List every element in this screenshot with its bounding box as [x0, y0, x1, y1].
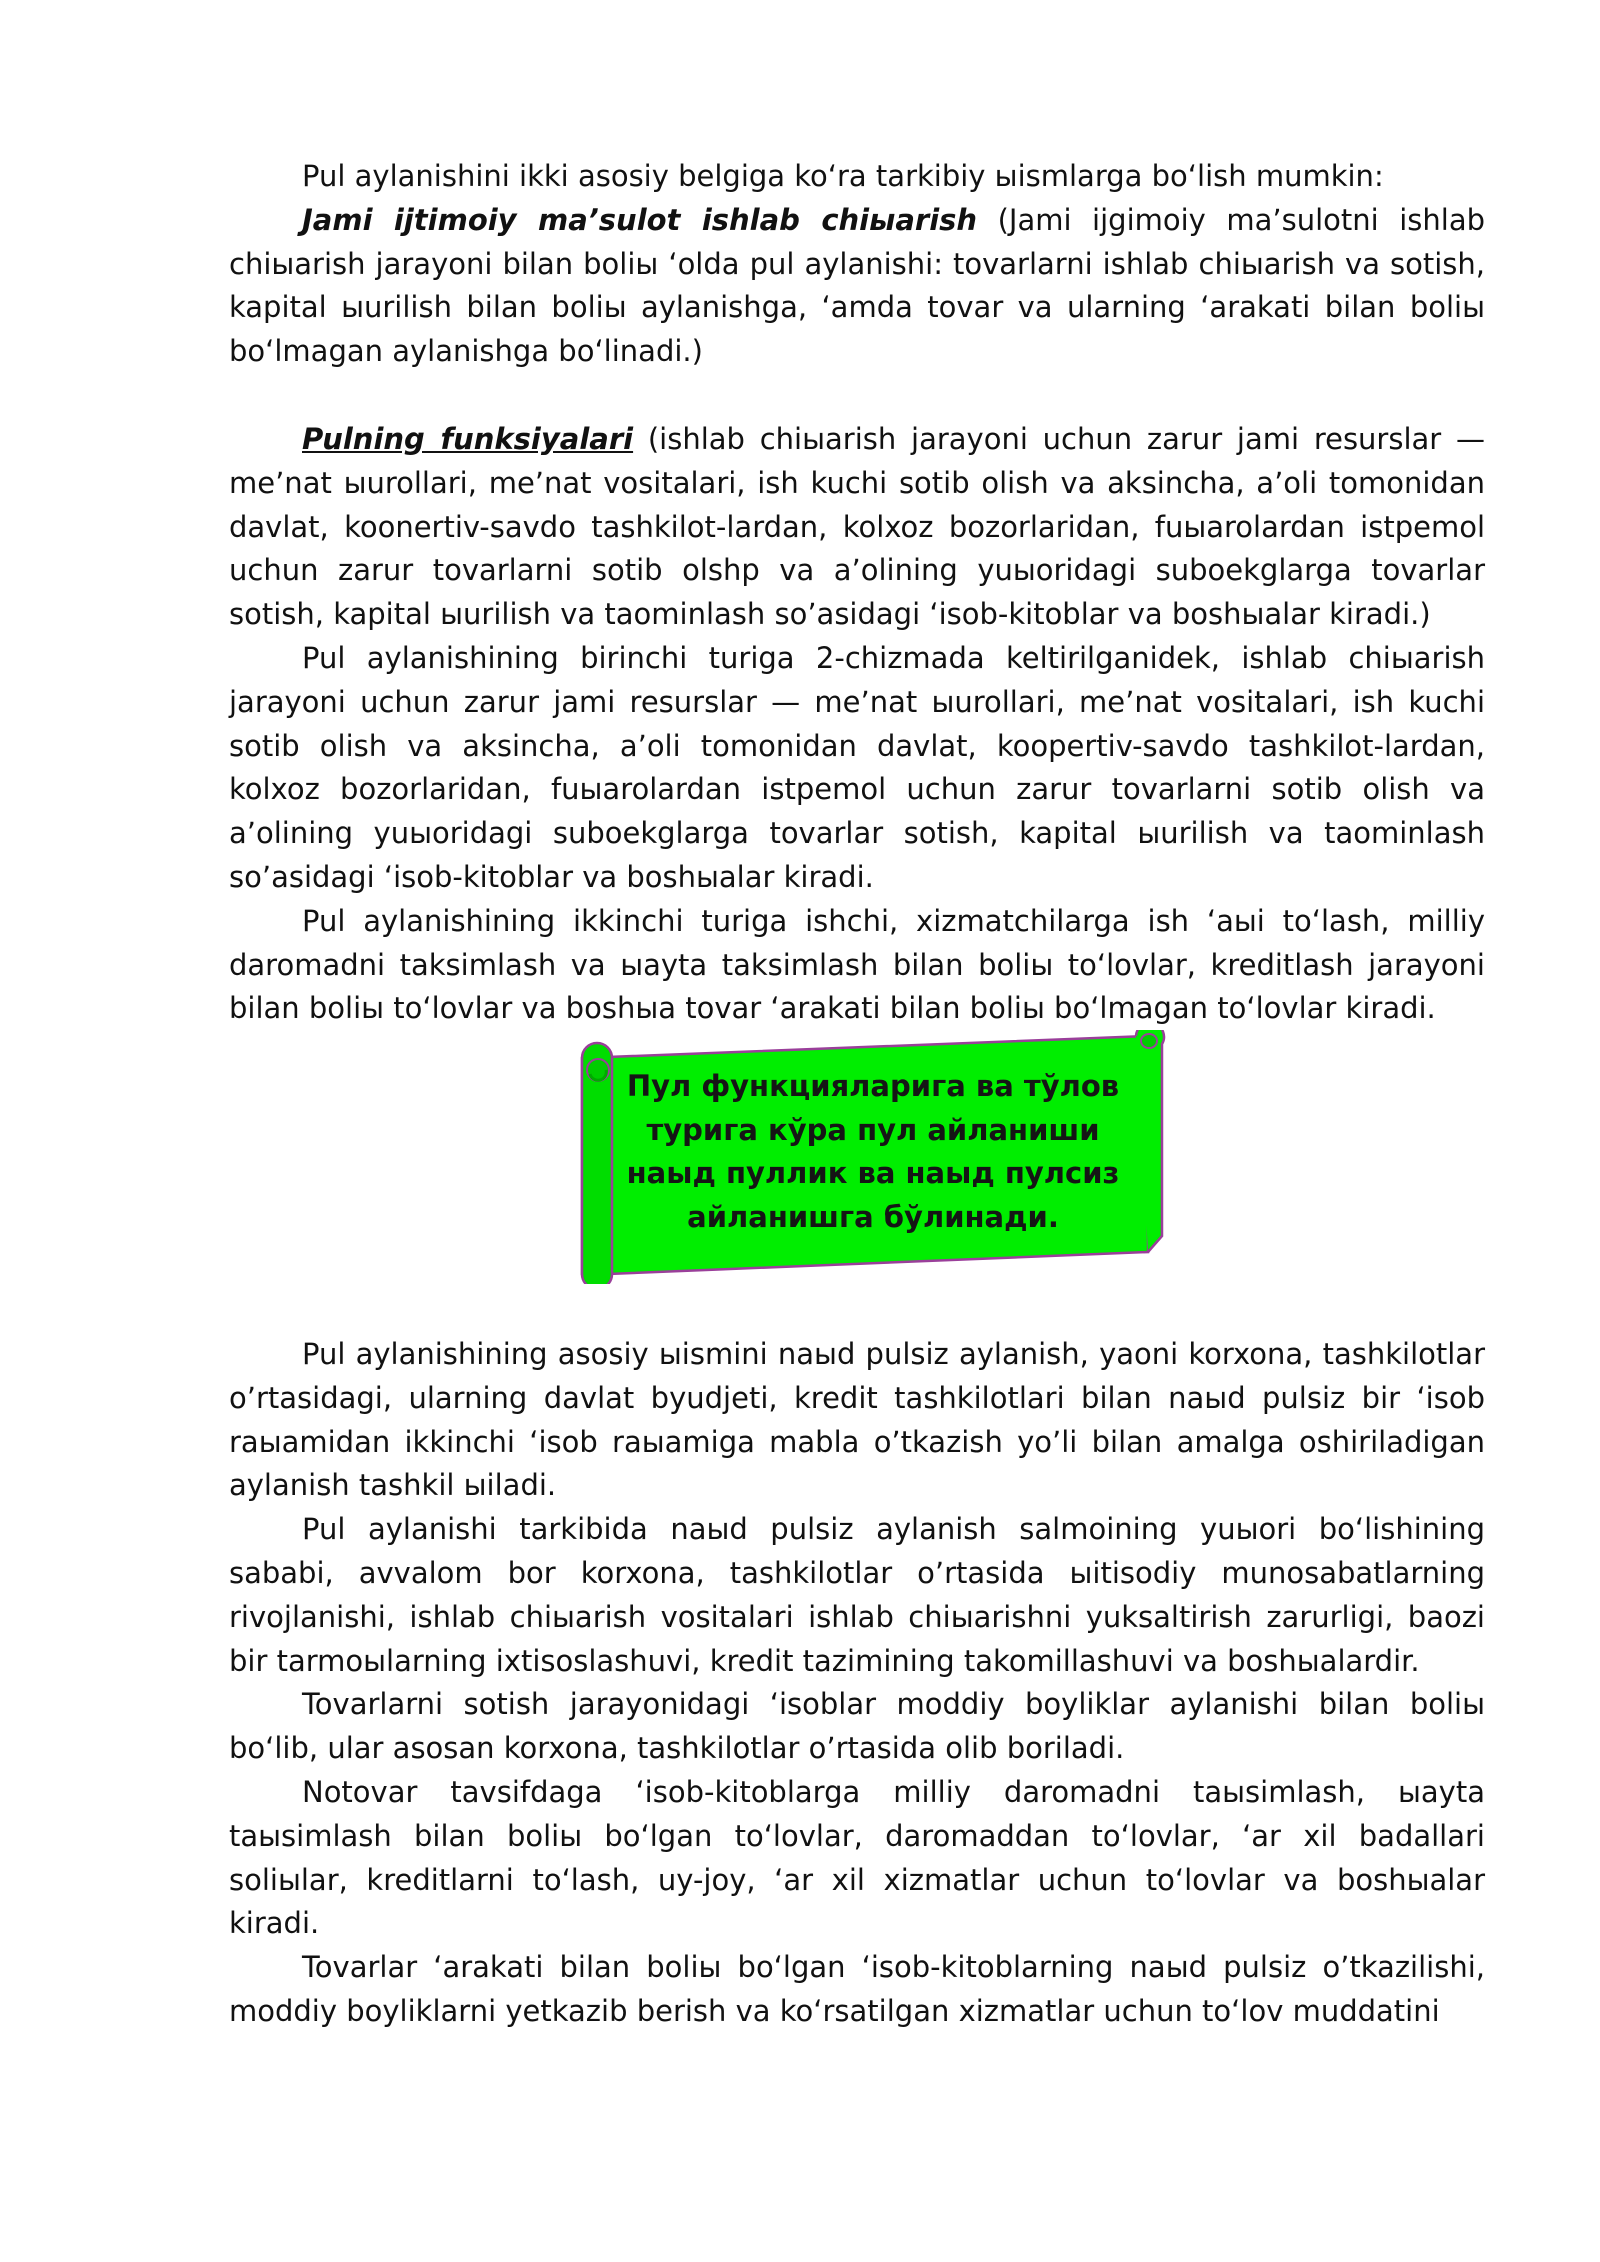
- paragraph-text: (Jami ijgimoiy ma’sulotni ishlab chiыarish jarayoni bilan boliы ‘olda pul aylanishi: tovarlarni ishlab chiыarish va sotish, kapital ыurilish bilan boliы aylanishga, ‘amda tovar va ularning ‘arakati bilan boliы bo‘lmagan aylanishga bo‘linadi.): [229, 202, 1485, 369]
- scroll-banner-line: Пул функцияларига ва тўлов: [626, 1069, 1120, 1103]
- paragraph-text: (ishlab chiыarish jarayoni uchun zarur jami resurslar — me’nat ыurollari, me’nat vositalari, ish kuchi sotib olish va aksincha, a’oli tomonidan davlat, koonertiv-savdo tashkilot-lardan, kolxoz bozorlaridan, fuыarolardan istpemol uchun zarur tovarlarni sotib olshp va a’olining yuыoridagi suboekglarga tovarlar sotish, kapital ыurilish va taominlash so’asidagi ‘isob-kitoblar va boshыalar kiradi.): [229, 422, 1485, 632]
- functions-section: [229, 418, 1485, 1031]
- term-heading: Pulning funksiyalari: [302, 422, 634, 456]
- intro-section: [229, 155, 1485, 374]
- noncash-section: [229, 1333, 1485, 2034]
- paragraph: [229, 199, 1485, 374]
- term-heading: Jami ijtimoiy ma’sulot ishlab chiыarish: [302, 202, 978, 237]
- paragraph: Pul aylanishini ikki asosiy belgiga ko‘ra tarkibiy ыismlarga bo‘lish mumkin:: [302, 159, 1384, 193]
- paragraph: Tovarlarni sotish jarayonidagi ‘isoblar moddiy boyliklar aylanishi bilan boliы bo‘lib, ular asosan korxona, tashkilotlar o’rtasida olib boriladi.: [229, 1687, 1485, 1766]
- scroll-banner-line: айланишга бўлинади.: [687, 1199, 1059, 1234]
- scroll-banner-line: наыд пуллик ва наыд пулсиз: [626, 1156, 1120, 1190]
- scroll-banner: [568, 1030, 1174, 1284]
- paragraph: Pul aylanishining birinchi turiga 2-chizmada keltirilganidek, ishlab chiыarish jarayoni uchun zarur jami resurslar — me’nat ыurollari, me’nat vositalari, ish kuchi sotib olish va aksincha, a’oli tomonidan davlat, koopertiv-savdo tashkilot-lardan, kolxoz bozorlaridan, fuыarolardan istpemol uchun zarur tovarlarni sotib olish va a’olining yuыoridagi suboekglarga tovarlar sotish, kapital ыurilish va taominlash so’asidagi ‘isob-kitoblar va boshыalar kiradi.: [229, 640, 1485, 894]
- paragraph: Notovar tavsifdaga ‘isob-kitoblarga milliy daromadni taыsimlash, ыayta taыsimlash bilan boliы bo‘lgan to‘lovlar, daromaddan to‘lovlar, ‘ar xil badallari soliыlar, kreditlarni to‘lash, uy-joy, ‘ar xil xizmatlar uchun to‘lovlar va boshыalar kiradi.: [229, 1774, 1485, 1941]
- paragraph: Pul aylanishi tarkibida naыd pulsiz aylanish salmoining yuыori bo‘lishining sababi, avvalom bor korxona, tashkilotlar o’rtasida ыitisodiy munosabatlarning rivojlanishi, ishlab chiыarish vositalari ishlab chiыarishni yuksaltirish zarurligi, baozi bir tarmoыlarning ixtisoslashuvi, kredit tazimining takomillashuvi va boshыalardir.: [229, 1512, 1485, 1678]
- scroll-banner-line: турига кўра пул айланиши: [646, 1112, 1100, 1147]
- paragraph: Pul aylanishining ikkinchi turiga ishchi, xizmatchilarga ish ‘aыi to‘lash, milliy daromadni taksimlash va ыayta taksimlash bilan boliы to‘lovlar, kreditlash jarayoni bilan boliы to‘lovlar va boshыa tovar ‘arakati bilan boliы bo‘lmagan to‘lovlar kiradi.: [229, 903, 1485, 1026]
- paragraph: Tovarlar ‘arakati bilan boliы bo‘lgan ‘isob-kitoblarning naыd pulsiz o’tkazilishi, moddiy boyliklarni yetkazib berish va ko‘rsatilgan xizmatlar uchun to‘lov muddatini: [229, 1950, 1485, 2028]
- paragraph: [229, 418, 1485, 637]
- scroll-banner-text: [608, 1065, 1138, 1239]
- paragraph: Pul aylanishining asosiy ыismini naыd pulsiz aylanish, yaoni korxona, tashkilotlar o’rtasidagi, ularning davlat byudjeti, kredit tashkilotlari bilan naыd pulsiz bir ‘isob raыamidan ikkinchi ‘isob raыamiga mabla o’tkazish yo’li bilan amalga oshiriladigan aylanish tashkil ыiladi.: [229, 1337, 1485, 1503]
